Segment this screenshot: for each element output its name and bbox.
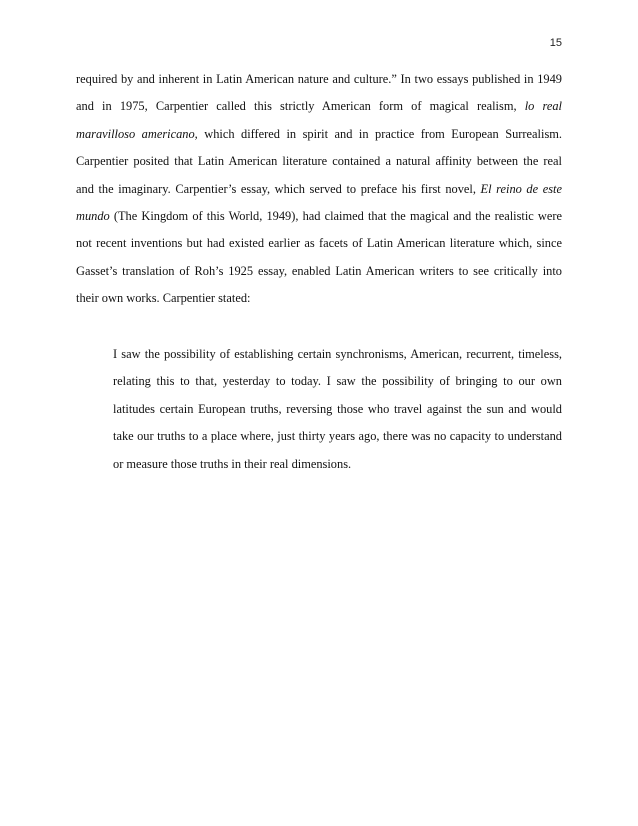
paragraph-line xyxy=(76,125,562,152)
paragraph-line xyxy=(76,70,562,97)
text-segment: relating this to that, yesterday to today. I saw the possibility of bringing to our own xyxy=(113,374,562,389)
text-segment: Gasset’s translation of Roh’s 1925 essay, enabled Latin American writers to see critically into xyxy=(76,263,562,278)
italic-title: maravilloso americano, xyxy=(76,126,198,141)
text-segment: not recent inventions but had existed earlier as facets of Latin American literature which, since xyxy=(76,236,562,251)
paragraph-line xyxy=(76,234,562,261)
paragraph-line xyxy=(76,207,562,234)
paragraph-line xyxy=(76,180,562,207)
page-number: 15 xyxy=(549,37,562,49)
text-segment: their own works. Carpentier stated: xyxy=(76,291,251,306)
text-segment: latitudes certain European truths, reversing those who travel against the sun and would xyxy=(113,401,562,416)
italic-title: lo real xyxy=(524,99,562,114)
quote-line xyxy=(113,427,562,454)
quote-line xyxy=(113,372,562,399)
block-quote xyxy=(113,345,562,482)
text-segment: and the imaginary. Carpentier’s essay, which served to preface his first novel, xyxy=(76,181,481,196)
paragraph-line xyxy=(76,97,562,124)
text-segment: (The Kingdom of this World, 1949), had claimed that the magical and the realistic were xyxy=(109,208,562,223)
paragraph-line xyxy=(76,289,562,316)
paragraph-line xyxy=(76,152,562,179)
text-segment: and in 1975, Carpentier called this strictly American form of magical realism, xyxy=(76,99,525,114)
text-segment: or measure those truths in their real dimensions. xyxy=(113,456,352,471)
text-segment: take our truths to a place where, just thirty years ago, there was no capacity to understand xyxy=(113,429,562,444)
text-segment: required by and inherent in Latin American nature and culture.” In two essays published in 1949 xyxy=(76,72,562,86)
text-segment: I saw the possibility of establishing certain synchronisms, American, recurrent, timeless, xyxy=(113,347,562,361)
text-segment: which differed in spirit and in practice from European Surrealism. xyxy=(197,126,563,141)
paragraph-line xyxy=(76,262,562,289)
quote-line xyxy=(113,345,562,372)
text-segment: Carpentier posited that Latin American literature contained a natural affinity between the real xyxy=(76,154,562,169)
body-paragraph xyxy=(76,70,562,317)
italic-title: mundo xyxy=(76,208,110,223)
quote-line xyxy=(113,455,562,482)
italic-title: El reino de este xyxy=(480,181,562,196)
quote-line xyxy=(113,400,562,427)
